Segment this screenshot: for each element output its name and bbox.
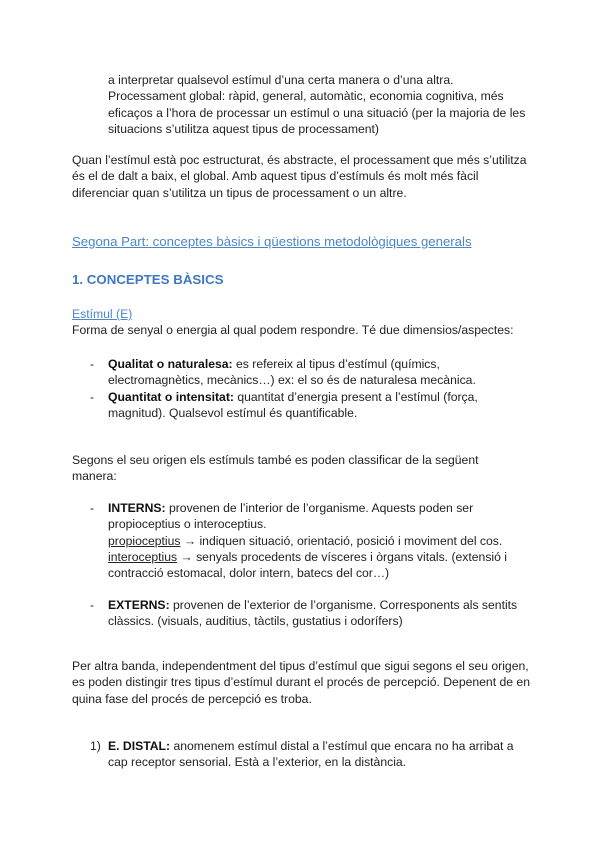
interoceptius-text: → senyals procedents de vísceres i òrgans vitals. (extensió i [177, 549, 507, 564]
intro-line: Processament global: ràpid, general, automàtic, economia cognitiva, més [108, 89, 504, 104]
numbered-item-text [108, 738, 528, 771]
externs-text: clàssics. (visuals, auditius, tàctils, gustatius i odorífers) [108, 614, 403, 629]
paragraph-line: és el de dalt a baix, el global. Amb aquest tipus d’estímuls és molt més fàcil [72, 169, 479, 184]
paragraph-origin [72, 452, 532, 485]
intro-line: situacions s’utilitza aquest tipus de processament) [108, 121, 379, 136]
bullet-dash: - [90, 357, 95, 371]
list-item-text [108, 356, 528, 389]
part2-heading-text: Segona Part: conceptes bàsics i qüestions metodològiques generals [72, 234, 472, 249]
list-item-text [108, 500, 528, 581]
interns-text: provenen de l’interior de l’organisme. Aquests poden ser [165, 501, 474, 515]
intro-line: eficaços a l’hora de processar un estímul o una situació (per la majoria de les [108, 105, 526, 120]
part2-heading [72, 234, 552, 250]
interoceptius-term: interoceptius [108, 549, 178, 564]
dimension-term: Qualitat o naturalesa: [108, 357, 233, 371]
dimension-text: magnitud). Qualsevol estímul és quantificable. [108, 406, 358, 421]
paragraph-line: manera: [72, 469, 117, 484]
list-item-text [108, 597, 528, 630]
paragraph-line: Per altra banda, independentment del tipus d’estímul que sigui segons el seu origen, [72, 659, 529, 673]
propioceptius-text: → indiquen situació, orientació, posició i moviment del cos. [180, 533, 503, 548]
distal-text: anomenem estímul distal a l’estímul que encara no ha arribat a [170, 739, 514, 753]
distal-text: cap receptor sensorial. Està a l’exterior, en la distància. [108, 755, 407, 770]
externs-text: provenen de l’exterior de l’organisme. Corresponents als sentits [169, 598, 518, 612]
distal-term: E. DISTAL: [108, 739, 171, 753]
dimension-text: es refereix al tipus d’estímul (químics, [232, 357, 440, 371]
intro-line: a interpretar qualsevol estímul d’una certa manera o d’una altra. [108, 73, 454, 87]
list-item-text [108, 389, 528, 422]
intro-paragraph [108, 72, 528, 137]
paragraph-line: Segons el seu origen els estímuls també es poden classificar de la següent [72, 453, 479, 467]
propioceptius-term: propioceptius [108, 533, 181, 548]
section1-heading-text: 1. CONCEPTES BÀSICS [72, 272, 224, 287]
externs-term: EXTERNS: [108, 598, 170, 612]
estimul-subheading: Estímul (E) [72, 307, 133, 321]
section1-heading [72, 272, 532, 288]
bullet-dash: - [90, 501, 95, 515]
dimension-text: quantitat d’energia present a l’estímul (força, [233, 390, 478, 404]
interns-text: propioceptius o interoceptius. [108, 517, 267, 532]
paragraph-perception [72, 658, 542, 707]
estimul-block [72, 306, 532, 339]
paragraph-line: es poden distingir tres tipus d’estímul durant el procés de percepció. Depenent de en [72, 675, 530, 690]
dimension-text: electromagnètics, mecànics…) ex: el so és de naturalesa mecànica. [108, 373, 476, 388]
paragraph-abstract-stimulus [72, 152, 532, 201]
interns-text: contracció estomacal, dolor intern, batecs del cor…) [108, 566, 390, 581]
paragraph-line: quina fase del procés de percepció es troba. [72, 691, 312, 706]
estimul-definition: Forma de senyal o energia al qual podem respondre. Té due dimensios/aspectes: [72, 323, 514, 338]
bullet-dash: - [90, 598, 95, 612]
dimension-term: Quantitat o intensitat: [108, 390, 234, 404]
bullet-dash: - [90, 390, 95, 404]
interns-term: INTERNS: [108, 501, 166, 515]
item-number: 1) [90, 739, 101, 753]
paragraph-line: Quan l’estímul està poc estructurat, és abstracte, el processament que més s’utilitza [72, 153, 527, 167]
paragraph-line: diferenciar quan s’utilitza un tipus de processament o un altre. [72, 185, 407, 200]
